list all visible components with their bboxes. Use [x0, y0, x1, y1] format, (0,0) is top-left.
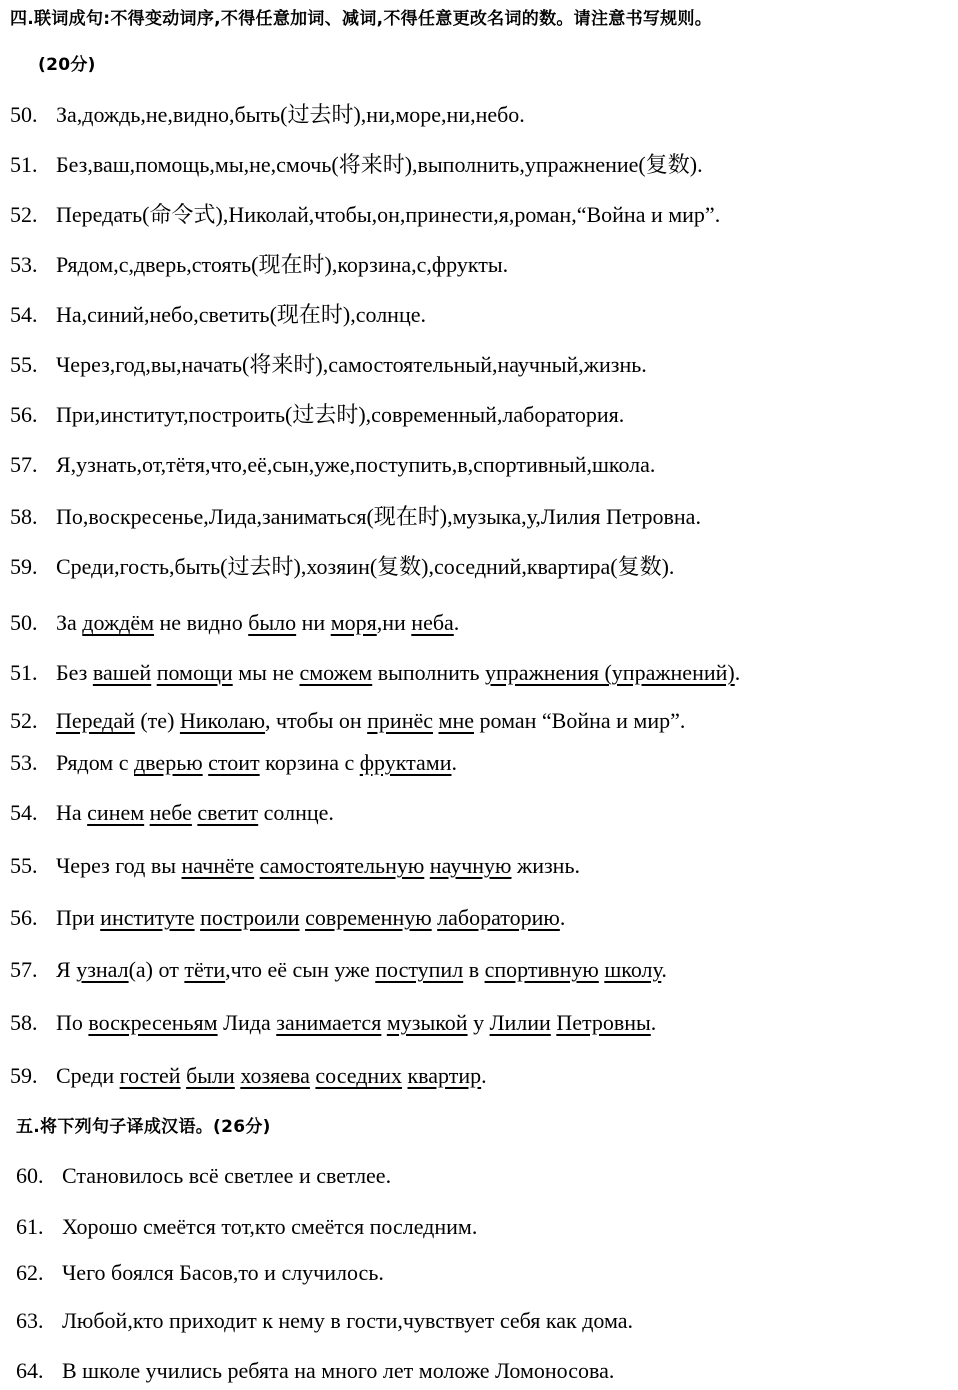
question-62: [16, 1260, 384, 1286]
answer-word-underlined: современную: [305, 905, 432, 930]
answer-text: [56, 800, 334, 825]
answer-word-underlined: музыкой: [386, 1010, 468, 1035]
answer-text: [56, 905, 565, 930]
answer-word-underlined: небе: [149, 800, 192, 825]
answer-word-underlined: дверью: [133, 750, 203, 775]
answer-text-segment: (а) от: [128, 957, 185, 982]
question-55: [10, 352, 647, 378]
question-number: 50.: [10, 102, 38, 127]
question-text: Хорошо смеётся тот,кто смеётся последним.: [62, 1214, 478, 1239]
answer-word-underlined: было: [248, 610, 297, 635]
answer-number: 56.: [10, 905, 38, 930]
answer-number: 55.: [10, 853, 38, 878]
answer-number: 50.: [10, 610, 38, 635]
question-number: 55.: [10, 352, 38, 377]
answer-text-segment: .: [453, 610, 460, 635]
answer-word-underlined: синем: [87, 800, 145, 825]
answer-text: [56, 1063, 487, 1088]
question-number: 63.: [16, 1308, 44, 1333]
answer-word-underlined: моря: [330, 610, 377, 635]
question-56: [10, 402, 624, 428]
answer-word-underlined: построили: [200, 905, 300, 930]
answer-word-underlined: Николаю: [179, 708, 266, 733]
question-58: [10, 504, 701, 530]
answer-50: [10, 610, 459, 636]
question-text: В школе учились ребята на много лет моложе Ломоносова.: [62, 1358, 615, 1383]
answer-text: [56, 750, 457, 775]
question-text: Становилось всё светлее и светлее.: [62, 1163, 392, 1188]
answer-word-underlined: гостей: [119, 1063, 181, 1088]
question-61: [16, 1214, 477, 1240]
answer-text: [56, 708, 685, 733]
question-number: 52.: [10, 202, 38, 227]
answer-word-underlined: занимается: [276, 1010, 382, 1035]
answer-text-segment: При: [56, 905, 101, 930]
answer-56: [10, 905, 565, 931]
answer-text-segment: За: [56, 610, 83, 635]
question-text: При,институт,построить(过去时),современный,лаборатория.: [56, 402, 625, 427]
answer-text-segment: ,что её сын уже: [225, 957, 376, 982]
question-54: [10, 302, 426, 328]
question-number: 64.: [16, 1358, 44, 1383]
answer-number: 58.: [10, 1010, 38, 1035]
answer-text: [56, 1010, 656, 1035]
answer-word-underlined: неба: [411, 610, 454, 635]
answer-text-segment: .: [451, 750, 457, 775]
question-number: 51.: [10, 152, 38, 177]
question-52: [10, 202, 720, 228]
question-number: 56.: [10, 402, 38, 427]
question-text: Без,ваш,помощь,мы,не,смочь(将来时),выполнить,упражнение(复数).: [56, 152, 703, 177]
answer-word-underlined: институте: [100, 905, 195, 930]
question-57: [10, 452, 655, 478]
question-number: 62.: [16, 1260, 44, 1285]
question-number: 61.: [16, 1214, 44, 1239]
question-text: Я,узнать,от,тётя,что,её,сын,уже,поступить,в,спортивный,школа.: [56, 452, 656, 477]
question-50: [10, 102, 525, 128]
answer-text-segment: не видно: [154, 610, 249, 635]
section-4-heading: [10, 6, 712, 32]
answer-word-underlined: спортивную: [484, 957, 599, 982]
answer-54: [10, 800, 334, 826]
answer-text-segment: Без: [56, 660, 93, 685]
answer-text-segment: (те): [134, 708, 180, 733]
answer-text-segment: .: [481, 1063, 487, 1088]
answer-text-segment: Через год вы: [56, 853, 182, 878]
answer-text-segment: жизнь.: [511, 853, 580, 878]
question-text: Рядом,с,дверь,стоять(现在时),корзина,с,фрукты.: [56, 252, 509, 277]
answer-55: [10, 853, 580, 879]
answer-text-segment: Среди: [56, 1063, 120, 1088]
answer-text-segment: выполнить: [372, 660, 486, 685]
question-number: 54.: [10, 302, 38, 327]
answer-word-underlined: научную: [429, 853, 512, 878]
question-number: 57.: [10, 452, 38, 477]
answer-57: [10, 957, 667, 983]
answer-number: 59.: [10, 1063, 38, 1088]
answer-word-underlined: узнал: [76, 957, 129, 982]
question-text: Чего боялся Басов,то и случилось.: [62, 1260, 384, 1285]
question-text: По,воскресенье,Лида,заниматься(现在时),музыка,у,Лилия Петровна.: [56, 504, 701, 529]
answer-text-segment: корзина с: [259, 750, 360, 775]
answer-word-underlined: квартир: [407, 1063, 482, 1088]
question-text: За,дождь,не,видно,быть(过去时),ни,море,ни,небо.: [56, 102, 525, 127]
answer-text-segment: роман “Война и мир”.: [473, 708, 686, 733]
question-number: 59.: [10, 554, 38, 579]
question-number: 60.: [16, 1163, 44, 1188]
answer-word-underlined: Лилии: [489, 1010, 551, 1035]
answer-53: [10, 750, 457, 776]
section-4-points: [38, 52, 96, 78]
answer-text-segment: в: [463, 957, 485, 982]
section-5-heading: [16, 1114, 271, 1140]
question-text: Передать(命令式),Николай,чтобы,он,принести,я,роман,“Война и мир”.: [56, 202, 721, 227]
answer-word-underlined: дождём: [82, 610, 155, 635]
section-5-heading-text: 五.将下列句子译成汉语。(26分): [16, 1117, 271, 1137]
answer-word-underlined: школу: [604, 957, 662, 982]
answer-text: [56, 853, 580, 878]
answer-text: [56, 610, 459, 635]
answer-word-underlined: стоит: [208, 750, 260, 775]
question-number: 53.: [10, 252, 38, 277]
question-59: [10, 554, 674, 580]
answer-text-segment: По: [56, 1010, 89, 1035]
answer-word-underlined: Передай: [56, 708, 135, 733]
answer-text-segment: солнце.: [258, 800, 334, 825]
answer-number: 54.: [10, 800, 38, 825]
answer-text-segment: .: [650, 1010, 657, 1035]
question-text: Любой,кто приходит к нему в гости,чувствует себя как дома.: [62, 1308, 634, 1333]
question-text: На,синий,небо,светить(现在时),солнце.: [56, 302, 426, 327]
answer-59: [10, 1063, 487, 1089]
answer-word-underlined: сможем: [299, 660, 373, 685]
answer-text-segment: у: [467, 1010, 490, 1035]
answer-word-underlined: были: [186, 1063, 235, 1088]
answer-word-underlined: поступил: [375, 957, 464, 982]
answer-58: [10, 1010, 656, 1036]
answer-word-underlined: тёти: [184, 957, 226, 982]
answer-text-segment: Лида: [217, 1010, 277, 1035]
answer-51: [10, 660, 740, 686]
answer-word-underlined: вашей: [92, 660, 152, 685]
answer-number: 51.: [10, 660, 38, 685]
answer-text-segment: ни: [296, 610, 331, 635]
answer-word-underlined: помощи: [156, 660, 233, 685]
answer-text-segment: , чтобы он: [265, 708, 368, 733]
answer-text-segment: Я: [56, 957, 77, 982]
question-53: [10, 252, 508, 278]
answer-text-segment: .: [734, 660, 741, 685]
answer-text-segment: мы не: [232, 660, 300, 685]
answer-number: 57.: [10, 957, 38, 982]
answer-text-segment: .: [559, 905, 566, 930]
section-4-heading-text: 四.联词成句:不得变动词序,不得任意加词、减词,不得任意更改名词的数。请注意书写规则。: [10, 9, 713, 29]
answer-word-underlined: самостоятельную: [259, 853, 425, 878]
answer-text-segment: Рядом с: [56, 750, 134, 775]
answer-text: [56, 957, 667, 982]
answer-text-segment: .: [661, 957, 667, 982]
question-60: [16, 1163, 391, 1189]
section-4-points-text: (20分): [38, 55, 96, 75]
answer-word-underlined: воскресеньям: [88, 1010, 218, 1035]
answer-word-underlined: Петровны: [556, 1010, 651, 1035]
question-number: 58.: [10, 504, 38, 529]
question-text: Через,год,вы,начать(将来时),самостоятельный,научный,жизнь.: [56, 352, 647, 377]
answer-text-segment: На: [56, 800, 88, 825]
answer-number: 53.: [10, 750, 38, 775]
answer-word-underlined: фруктами: [359, 750, 452, 775]
question-text: Среди,гость,быть(过去时),хозяин(复数),соседний,квартира(复数).: [56, 554, 675, 579]
question-51: [10, 152, 703, 178]
answer-word-underlined: начнёте: [181, 853, 255, 878]
answer-word-underlined: светит: [197, 800, 259, 825]
answer-word-underlined: лабораторию: [437, 905, 560, 930]
answer-word-underlined: мне: [438, 708, 474, 733]
answer-number: 52.: [10, 708, 38, 733]
answer-text: [56, 660, 740, 685]
answer-word-underlined: принёс: [367, 708, 434, 733]
answer-word-underlined: хозяева: [240, 1063, 310, 1088]
answer-word-underlined: соседних: [315, 1063, 402, 1088]
answer-text-segment: ,ни: [376, 610, 412, 635]
question-63: [16, 1308, 633, 1334]
answer-52: [10, 708, 685, 734]
question-64: [16, 1358, 614, 1384]
answer-word-underlined: упражнения (упражнений): [485, 660, 735, 685]
